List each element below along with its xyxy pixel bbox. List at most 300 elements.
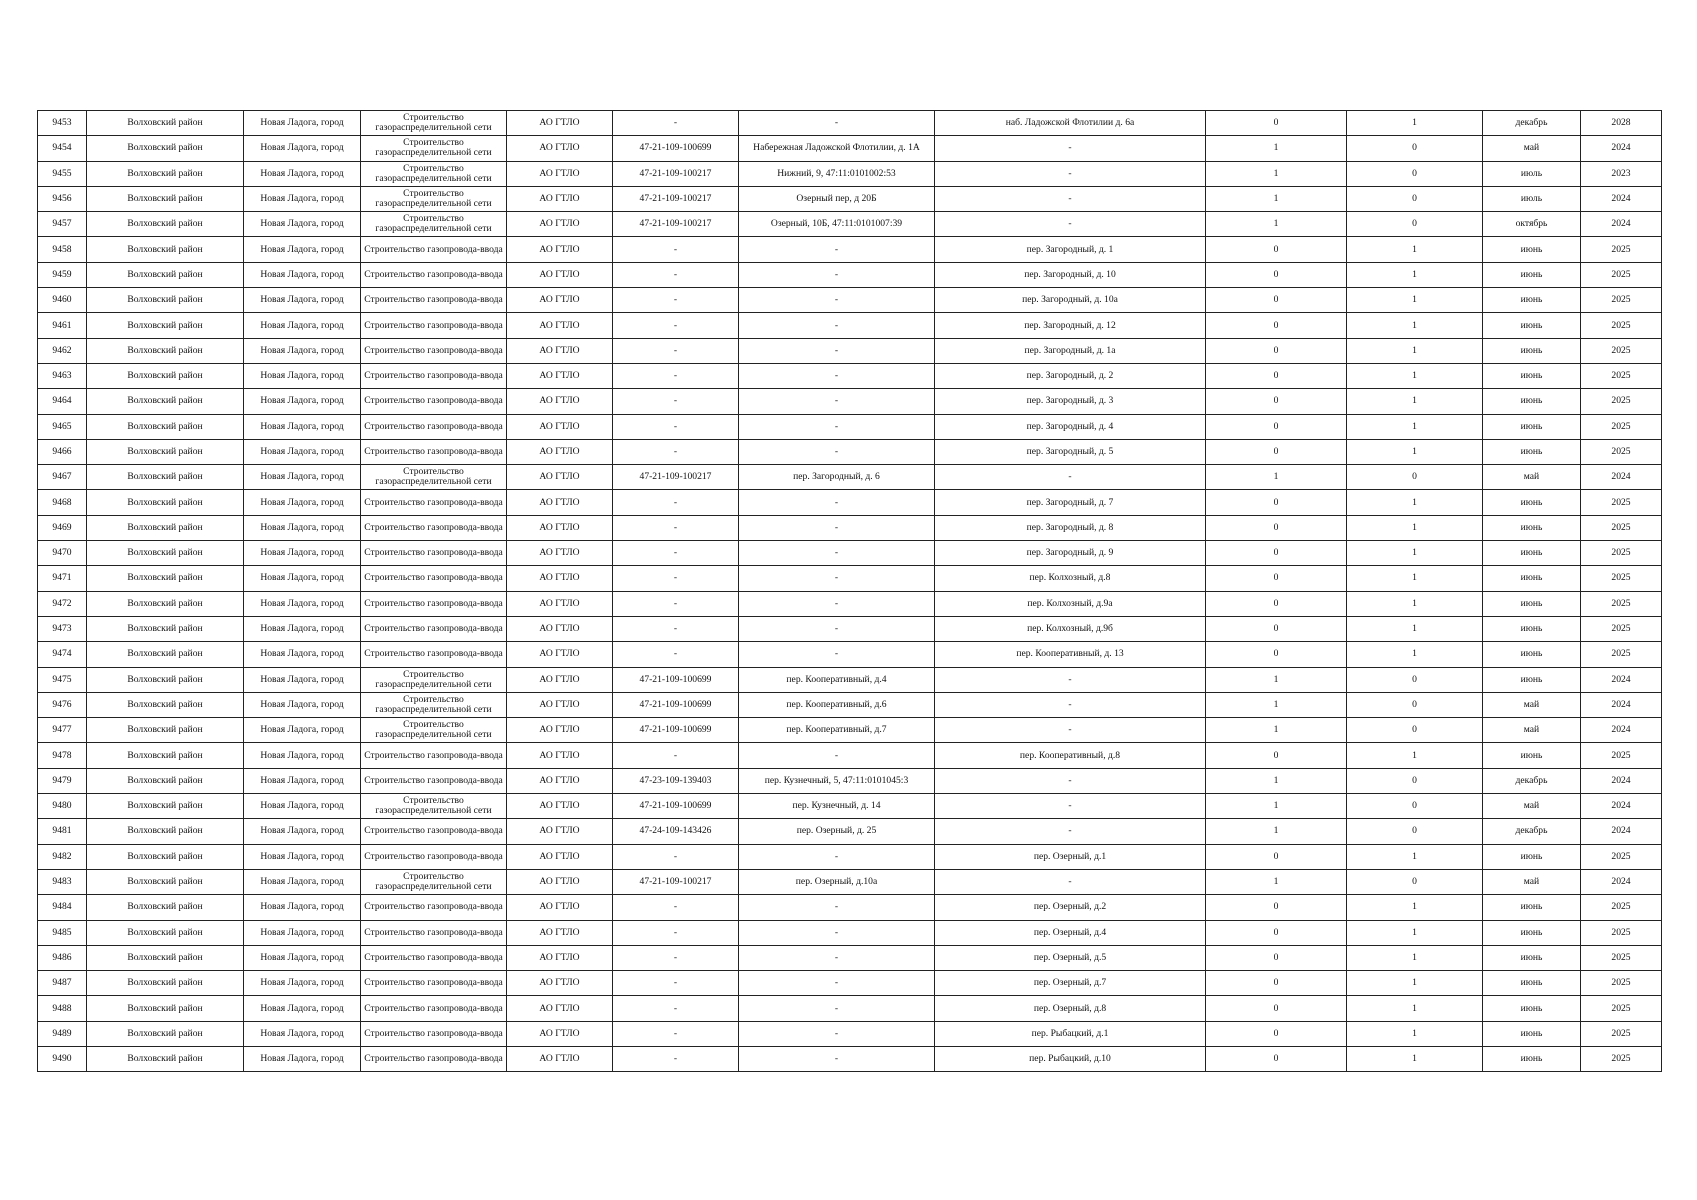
cell-object-address: пер. Кузнечный, д. 14 bbox=[739, 794, 935, 819]
cell-month: июнь bbox=[1483, 414, 1581, 439]
cell-connection-address: наб. Ладожской Флотилии д. 6а bbox=[935, 111, 1206, 136]
cell-row-number: 9483 bbox=[38, 869, 87, 894]
cell-connection-address: пер. Озерный, д.8 bbox=[935, 996, 1206, 1021]
table-row bbox=[38, 490, 1662, 515]
cell-count-a: 0 bbox=[1206, 844, 1347, 869]
cell-year: 2024 bbox=[1581, 465, 1662, 490]
cell-organization: АО ГТЛО bbox=[507, 186, 613, 211]
cell-row-number: 9490 bbox=[38, 1046, 87, 1071]
cell-month: декабрь bbox=[1483, 768, 1581, 793]
cell-organization: АО ГТЛО bbox=[507, 389, 613, 414]
cell-district: Волховский район bbox=[87, 212, 244, 237]
table-row bbox=[38, 515, 1662, 540]
cell-year: 2025 bbox=[1581, 1021, 1662, 1046]
cell-object-address: пер. Озерный, д.10а bbox=[739, 869, 935, 894]
cell-work-type: Строительство газопровода-ввода bbox=[361, 262, 507, 287]
cell-technical-conditions-number: - bbox=[613, 920, 739, 945]
cell-row-number: 9466 bbox=[38, 439, 87, 464]
cell-month: июнь bbox=[1483, 439, 1581, 464]
cell-organization: АО ГТЛО bbox=[507, 566, 613, 591]
cell-year: 2025 bbox=[1581, 515, 1662, 540]
table-row bbox=[38, 111, 1662, 136]
cell-technical-conditions-number: - bbox=[613, 515, 739, 540]
cell-month: май bbox=[1483, 136, 1581, 161]
cell-year: 2024 bbox=[1581, 692, 1662, 717]
cell-row-number: 9486 bbox=[38, 945, 87, 970]
cell-technical-conditions-number: 47-21-109-100217 bbox=[613, 161, 739, 186]
cell-row-number: 9475 bbox=[38, 667, 87, 692]
table-row bbox=[38, 237, 1662, 262]
cell-technical-conditions-number: - bbox=[613, 237, 739, 262]
cell-month: июнь bbox=[1483, 1046, 1581, 1071]
table-row bbox=[38, 1046, 1662, 1071]
table-row bbox=[38, 161, 1662, 186]
cell-count-b: 1 bbox=[1347, 338, 1483, 363]
cell-year: 2025 bbox=[1581, 996, 1662, 1021]
cell-year: 2025 bbox=[1581, 844, 1662, 869]
cell-count-b: 1 bbox=[1347, 515, 1483, 540]
cell-count-a: 0 bbox=[1206, 439, 1347, 464]
cell-count-a: 0 bbox=[1206, 313, 1347, 338]
cell-district: Волховский район bbox=[87, 743, 244, 768]
cell-connection-address: пер. Загородный, д. 1 bbox=[935, 237, 1206, 262]
cell-district: Волховский район bbox=[87, 414, 244, 439]
cell-month: октябрь bbox=[1483, 212, 1581, 237]
cell-count-a: 1 bbox=[1206, 768, 1347, 793]
cell-month: декабрь bbox=[1483, 111, 1581, 136]
table-row bbox=[38, 313, 1662, 338]
table-row bbox=[38, 414, 1662, 439]
cell-organization: АО ГТЛО bbox=[507, 591, 613, 616]
cell-organization: АО ГТЛО bbox=[507, 743, 613, 768]
cell-work-type: Строительство газораспределительной сети bbox=[361, 692, 507, 717]
table-row bbox=[38, 667, 1662, 692]
cell-district: Волховский район bbox=[87, 490, 244, 515]
cell-year: 2024 bbox=[1581, 718, 1662, 743]
cell-count-a: 0 bbox=[1206, 1021, 1347, 1046]
cell-organization: АО ГТЛО bbox=[507, 414, 613, 439]
cell-technical-conditions-number: - bbox=[613, 616, 739, 641]
cell-connection-address: пер. Кооперативный, д. 13 bbox=[935, 642, 1206, 667]
cell-work-type: Строительство газопровода-ввода bbox=[361, 389, 507, 414]
cell-work-type: Строительство газопровода-ввода bbox=[361, 616, 507, 641]
cell-year: 2025 bbox=[1581, 389, 1662, 414]
cell-count-b: 1 bbox=[1347, 288, 1483, 313]
table-row bbox=[38, 794, 1662, 819]
cell-row-number: 9482 bbox=[38, 844, 87, 869]
cell-row-number: 9488 bbox=[38, 996, 87, 1021]
cell-object-address: - bbox=[739, 1021, 935, 1046]
cell-work-type: Строительство газораспределительной сети bbox=[361, 667, 507, 692]
cell-month: май bbox=[1483, 692, 1581, 717]
cell-object-address: - bbox=[739, 945, 935, 970]
table-row bbox=[38, 338, 1662, 363]
cell-connection-address: пер. Загородный, д. 5 bbox=[935, 439, 1206, 464]
cell-count-b: 1 bbox=[1347, 389, 1483, 414]
cell-count-b: 1 bbox=[1347, 313, 1483, 338]
cell-settlement: Новая Ладога, город bbox=[244, 439, 361, 464]
cell-district: Волховский район bbox=[87, 794, 244, 819]
cell-row-number: 9479 bbox=[38, 768, 87, 793]
cell-count-b: 0 bbox=[1347, 465, 1483, 490]
cell-object-address: - bbox=[739, 288, 935, 313]
cell-count-b: 1 bbox=[1347, 945, 1483, 970]
cell-row-number: 9478 bbox=[38, 743, 87, 768]
cell-settlement: Новая Ладога, город bbox=[244, 869, 361, 894]
table-row bbox=[38, 262, 1662, 287]
cell-count-a: 0 bbox=[1206, 363, 1347, 388]
cell-count-b: 1 bbox=[1347, 111, 1483, 136]
cell-technical-conditions-number: 47-21-109-100217 bbox=[613, 465, 739, 490]
cell-count-b: 1 bbox=[1347, 262, 1483, 287]
cell-district: Волховский район bbox=[87, 465, 244, 490]
cell-technical-conditions-number: - bbox=[613, 743, 739, 768]
cell-row-number: 9487 bbox=[38, 971, 87, 996]
cell-month: май bbox=[1483, 794, 1581, 819]
cell-month: июнь bbox=[1483, 288, 1581, 313]
cell-object-address: - bbox=[739, 616, 935, 641]
cell-connection-address: пер. Озерный, д.4 bbox=[935, 920, 1206, 945]
cell-object-address: - bbox=[739, 363, 935, 388]
cell-connection-address: пер. Загородный, д. 10а bbox=[935, 288, 1206, 313]
cell-month: июнь bbox=[1483, 338, 1581, 363]
cell-work-type: Строительство газопровода-ввода bbox=[361, 895, 507, 920]
cell-object-address: Озерный пер, д 20Б bbox=[739, 186, 935, 211]
cell-year: 2025 bbox=[1581, 616, 1662, 641]
table-row bbox=[38, 768, 1662, 793]
cell-connection-address: - bbox=[935, 136, 1206, 161]
cell-month: июль bbox=[1483, 161, 1581, 186]
cell-organization: АО ГТЛО bbox=[507, 718, 613, 743]
cell-row-number: 9464 bbox=[38, 389, 87, 414]
table-row bbox=[38, 541, 1662, 566]
cell-count-b: 1 bbox=[1347, 414, 1483, 439]
cell-count-b: 0 bbox=[1347, 161, 1483, 186]
cell-settlement: Новая Ладога, город bbox=[244, 718, 361, 743]
cell-district: Волховский район bbox=[87, 262, 244, 287]
table-row bbox=[38, 844, 1662, 869]
cell-row-number: 9471 bbox=[38, 566, 87, 591]
cell-count-b: 1 bbox=[1347, 1046, 1483, 1071]
cell-connection-address: пер. Кооперативный, д.8 bbox=[935, 743, 1206, 768]
cell-work-type: Строительство газораспределительной сети bbox=[361, 718, 507, 743]
cell-year: 2025 bbox=[1581, 237, 1662, 262]
cell-connection-address: пер. Загородный, д. 10 bbox=[935, 262, 1206, 287]
cell-year: 2025 bbox=[1581, 920, 1662, 945]
cell-work-type: Строительство газопровода-ввода bbox=[361, 996, 507, 1021]
cell-month: июнь bbox=[1483, 996, 1581, 1021]
cell-connection-address: пер. Озерный, д.5 bbox=[935, 945, 1206, 970]
cell-work-type: Строительство газопровода-ввода bbox=[361, 313, 507, 338]
cell-connection-address: пер. Загородный, д. 4 bbox=[935, 414, 1206, 439]
cell-count-b: 1 bbox=[1347, 996, 1483, 1021]
cell-connection-address: - bbox=[935, 212, 1206, 237]
cell-row-number: 9460 bbox=[38, 288, 87, 313]
gasification-register-table bbox=[37, 110, 1662, 1072]
cell-object-address: Набережная Ладожской Флотилии, д. 1А bbox=[739, 136, 935, 161]
cell-object-address: - bbox=[739, 996, 935, 1021]
cell-organization: АО ГТЛО bbox=[507, 996, 613, 1021]
cell-row-number: 9480 bbox=[38, 794, 87, 819]
cell-district: Волховский район bbox=[87, 718, 244, 743]
cell-month: июнь bbox=[1483, 920, 1581, 945]
cell-year: 2025 bbox=[1581, 1046, 1662, 1071]
cell-settlement: Новая Ладога, город bbox=[244, 945, 361, 970]
cell-object-address: пер. Загородный, д. 6 bbox=[739, 465, 935, 490]
cell-row-number: 9462 bbox=[38, 338, 87, 363]
cell-year: 2025 bbox=[1581, 414, 1662, 439]
cell-object-address: - bbox=[739, 566, 935, 591]
cell-work-type: Строительство газораспределительной сети bbox=[361, 161, 507, 186]
cell-row-number: 9473 bbox=[38, 616, 87, 641]
cell-technical-conditions-number: - bbox=[613, 844, 739, 869]
cell-district: Волховский район bbox=[87, 1046, 244, 1071]
cell-technical-conditions-number: 47-21-109-100699 bbox=[613, 692, 739, 717]
cell-month: июнь bbox=[1483, 515, 1581, 540]
cell-row-number: 9453 bbox=[38, 111, 87, 136]
cell-technical-conditions-number: - bbox=[613, 541, 739, 566]
cell-district: Волховский район bbox=[87, 945, 244, 970]
table-row bbox=[38, 996, 1662, 1021]
cell-technical-conditions-number: - bbox=[613, 439, 739, 464]
cell-row-number: 9469 bbox=[38, 515, 87, 540]
cell-object-address: - bbox=[739, 642, 935, 667]
cell-connection-address: пер. Рыбацкий, д.1 bbox=[935, 1021, 1206, 1046]
cell-object-address: - bbox=[739, 237, 935, 262]
cell-row-number: 9458 bbox=[38, 237, 87, 262]
cell-object-address: - bbox=[739, 262, 935, 287]
cell-count-b: 0 bbox=[1347, 667, 1483, 692]
cell-count-a: 0 bbox=[1206, 743, 1347, 768]
cell-count-b: 1 bbox=[1347, 566, 1483, 591]
cell-work-type: Строительство газопровода-ввода bbox=[361, 920, 507, 945]
cell-object-address: - bbox=[739, 111, 935, 136]
cell-year: 2024 bbox=[1581, 768, 1662, 793]
cell-year: 2025 bbox=[1581, 439, 1662, 464]
cell-organization: АО ГТЛО bbox=[507, 237, 613, 262]
cell-count-a: 0 bbox=[1206, 996, 1347, 1021]
cell-row-number: 9461 bbox=[38, 313, 87, 338]
table-row bbox=[38, 920, 1662, 945]
cell-work-type: Строительство газораспределительной сети bbox=[361, 111, 507, 136]
cell-count-b: 0 bbox=[1347, 692, 1483, 717]
cell-work-type: Строительство газопровода-ввода bbox=[361, 363, 507, 388]
cell-year: 2025 bbox=[1581, 363, 1662, 388]
cell-technical-conditions-number: 47-21-109-100699 bbox=[613, 794, 739, 819]
cell-object-address: пер. Озерный, д. 25 bbox=[739, 819, 935, 844]
table-row bbox=[38, 186, 1662, 211]
cell-organization: АО ГТЛО bbox=[507, 363, 613, 388]
cell-organization: АО ГТЛО bbox=[507, 111, 613, 136]
cell-month: май bbox=[1483, 465, 1581, 490]
table-row bbox=[38, 869, 1662, 894]
cell-year: 2024 bbox=[1581, 794, 1662, 819]
cell-connection-address: пер. Загородный, д. 2 bbox=[935, 363, 1206, 388]
cell-count-b: 1 bbox=[1347, 490, 1483, 515]
cell-month: июнь bbox=[1483, 591, 1581, 616]
table-row bbox=[38, 642, 1662, 667]
cell-connection-address: пер. Загородный, д. 8 bbox=[935, 515, 1206, 540]
cell-year: 2024 bbox=[1581, 667, 1662, 692]
cell-month: июнь bbox=[1483, 389, 1581, 414]
cell-organization: АО ГТЛО bbox=[507, 262, 613, 287]
cell-organization: АО ГТЛО bbox=[507, 844, 613, 869]
cell-row-number: 9472 bbox=[38, 591, 87, 616]
cell-connection-address: пер. Озерный, д.7 bbox=[935, 971, 1206, 996]
cell-organization: АО ГТЛО bbox=[507, 515, 613, 540]
cell-object-address: - bbox=[739, 414, 935, 439]
cell-district: Волховский район bbox=[87, 692, 244, 717]
cell-work-type: Строительство газопровода-ввода bbox=[361, 945, 507, 970]
cell-count-b: 1 bbox=[1347, 541, 1483, 566]
cell-district: Волховский район bbox=[87, 389, 244, 414]
cell-organization: АО ГТЛО bbox=[507, 895, 613, 920]
cell-work-type: Строительство газопровода-ввода bbox=[361, 768, 507, 793]
cell-connection-address: - bbox=[935, 667, 1206, 692]
cell-count-a: 1 bbox=[1206, 718, 1347, 743]
cell-month: июнь bbox=[1483, 616, 1581, 641]
table-body bbox=[38, 111, 1662, 1072]
cell-year: 2025 bbox=[1581, 743, 1662, 768]
cell-connection-address: - bbox=[935, 186, 1206, 211]
cell-technical-conditions-number: - bbox=[613, 414, 739, 439]
cell-count-a: 1 bbox=[1206, 186, 1347, 211]
cell-settlement: Новая Ладога, город bbox=[244, 465, 361, 490]
cell-work-type: Строительство газопровода-ввода bbox=[361, 490, 507, 515]
cell-work-type: Строительство газопровода-ввода bbox=[361, 1046, 507, 1071]
cell-count-a: 1 bbox=[1206, 161, 1347, 186]
cell-work-type: Строительство газопровода-ввода bbox=[361, 414, 507, 439]
cell-technical-conditions-number: 47-24-109-143426 bbox=[613, 819, 739, 844]
table-row bbox=[38, 945, 1662, 970]
table-row bbox=[38, 971, 1662, 996]
cell-count-a: 1 bbox=[1206, 465, 1347, 490]
cell-settlement: Новая Ладога, город bbox=[244, 237, 361, 262]
cell-object-address: - bbox=[739, 971, 935, 996]
cell-organization: АО ГТЛО bbox=[507, 338, 613, 363]
cell-district: Волховский район bbox=[87, 996, 244, 1021]
cell-district: Волховский район bbox=[87, 869, 244, 894]
cell-month: июнь bbox=[1483, 566, 1581, 591]
cell-district: Волховский район bbox=[87, 768, 244, 793]
cell-object-address: - bbox=[739, 1046, 935, 1071]
cell-district: Волховский район bbox=[87, 439, 244, 464]
cell-district: Волховский район bbox=[87, 111, 244, 136]
cell-month: июнь bbox=[1483, 541, 1581, 566]
cell-count-a: 0 bbox=[1206, 616, 1347, 641]
cell-count-b: 1 bbox=[1347, 920, 1483, 945]
cell-object-address: пер. Кузнечный, 5, 47:11:0101045:3 bbox=[739, 768, 935, 793]
cell-work-type: Строительство газораспределительной сети bbox=[361, 794, 507, 819]
cell-organization: АО ГТЛО bbox=[507, 768, 613, 793]
cell-organization: АО ГТЛО bbox=[507, 161, 613, 186]
cell-connection-address: пер. Колхозный, д.9а bbox=[935, 591, 1206, 616]
cell-work-type: Строительство газопровода-ввода bbox=[361, 439, 507, 464]
cell-organization: АО ГТЛО bbox=[507, 212, 613, 237]
cell-count-b: 0 bbox=[1347, 869, 1483, 894]
cell-count-b: 1 bbox=[1347, 1021, 1483, 1046]
cell-settlement: Новая Ладога, город bbox=[244, 844, 361, 869]
cell-district: Волховский район bbox=[87, 895, 244, 920]
cell-district: Волховский район bbox=[87, 136, 244, 161]
cell-work-type: Строительство газопровода-ввода bbox=[361, 844, 507, 869]
cell-count-a: 0 bbox=[1206, 591, 1347, 616]
cell-count-a: 0 bbox=[1206, 1046, 1347, 1071]
cell-count-b: 1 bbox=[1347, 642, 1483, 667]
cell-district: Волховский район bbox=[87, 186, 244, 211]
cell-count-a: 1 bbox=[1206, 136, 1347, 161]
cell-work-type: Строительство газопровода-ввода bbox=[361, 971, 507, 996]
cell-work-type: Строительство газопровода-ввода bbox=[361, 743, 507, 768]
cell-organization: АО ГТЛО bbox=[507, 667, 613, 692]
cell-month: июль bbox=[1483, 186, 1581, 211]
cell-month: июнь bbox=[1483, 971, 1581, 996]
cell-district: Волховский район bbox=[87, 920, 244, 945]
cell-year: 2025 bbox=[1581, 895, 1662, 920]
cell-count-a: 1 bbox=[1206, 692, 1347, 717]
table-row bbox=[38, 819, 1662, 844]
cell-technical-conditions-number: - bbox=[613, 338, 739, 363]
cell-technical-conditions-number: 47-21-109-100699 bbox=[613, 718, 739, 743]
cell-year: 2025 bbox=[1581, 262, 1662, 287]
cell-count-b: 1 bbox=[1347, 591, 1483, 616]
cell-work-type: Строительство газораспределительной сети bbox=[361, 186, 507, 211]
cell-work-type: Строительство газораспределительной сети bbox=[361, 465, 507, 490]
cell-year: 2028 bbox=[1581, 111, 1662, 136]
cell-month: июнь bbox=[1483, 262, 1581, 287]
cell-district: Волховский район bbox=[87, 566, 244, 591]
cell-connection-address: - bbox=[935, 692, 1206, 717]
cell-count-a: 0 bbox=[1206, 642, 1347, 667]
cell-settlement: Новая Ладога, город bbox=[244, 996, 361, 1021]
cell-row-number: 9484 bbox=[38, 895, 87, 920]
cell-technical-conditions-number: 47-21-109-100699 bbox=[613, 667, 739, 692]
cell-object-address: - bbox=[739, 743, 935, 768]
cell-work-type: Строительство газопровода-ввода bbox=[361, 591, 507, 616]
cell-count-a: 1 bbox=[1206, 212, 1347, 237]
cell-district: Волховский район bbox=[87, 237, 244, 262]
cell-row-number: 9454 bbox=[38, 136, 87, 161]
cell-district: Волховский район bbox=[87, 515, 244, 540]
cell-settlement: Новая Ладога, город bbox=[244, 895, 361, 920]
cell-technical-conditions-number: - bbox=[613, 642, 739, 667]
cell-count-a: 0 bbox=[1206, 237, 1347, 262]
cell-object-address: пер. Кооперативный, д.7 bbox=[739, 718, 935, 743]
cell-year: 2024 bbox=[1581, 186, 1662, 211]
cell-row-number: 9457 bbox=[38, 212, 87, 237]
cell-month: июнь bbox=[1483, 945, 1581, 970]
cell-year: 2024 bbox=[1581, 212, 1662, 237]
cell-connection-address: - bbox=[935, 718, 1206, 743]
cell-settlement: Новая Ладога, город bbox=[244, 819, 361, 844]
cell-work-type: Строительство газораспределительной сети bbox=[361, 869, 507, 894]
cell-settlement: Новая Ладога, город bbox=[244, 414, 361, 439]
cell-settlement: Новая Ладога, город bbox=[244, 794, 361, 819]
cell-count-a: 0 bbox=[1206, 414, 1347, 439]
cell-row-number: 9465 bbox=[38, 414, 87, 439]
cell-year: 2025 bbox=[1581, 642, 1662, 667]
cell-settlement: Новая Ладога, город bbox=[244, 111, 361, 136]
cell-settlement: Новая Ладога, город bbox=[244, 212, 361, 237]
cell-object-address: - bbox=[739, 389, 935, 414]
cell-technical-conditions-number: 47-21-109-100217 bbox=[613, 869, 739, 894]
cell-connection-address: - bbox=[935, 465, 1206, 490]
cell-year: 2024 bbox=[1581, 869, 1662, 894]
cell-organization: АО ГТЛО bbox=[507, 313, 613, 338]
cell-count-a: 0 bbox=[1206, 566, 1347, 591]
cell-row-number: 9481 bbox=[38, 819, 87, 844]
cell-settlement: Новая Ладога, город bbox=[244, 591, 361, 616]
